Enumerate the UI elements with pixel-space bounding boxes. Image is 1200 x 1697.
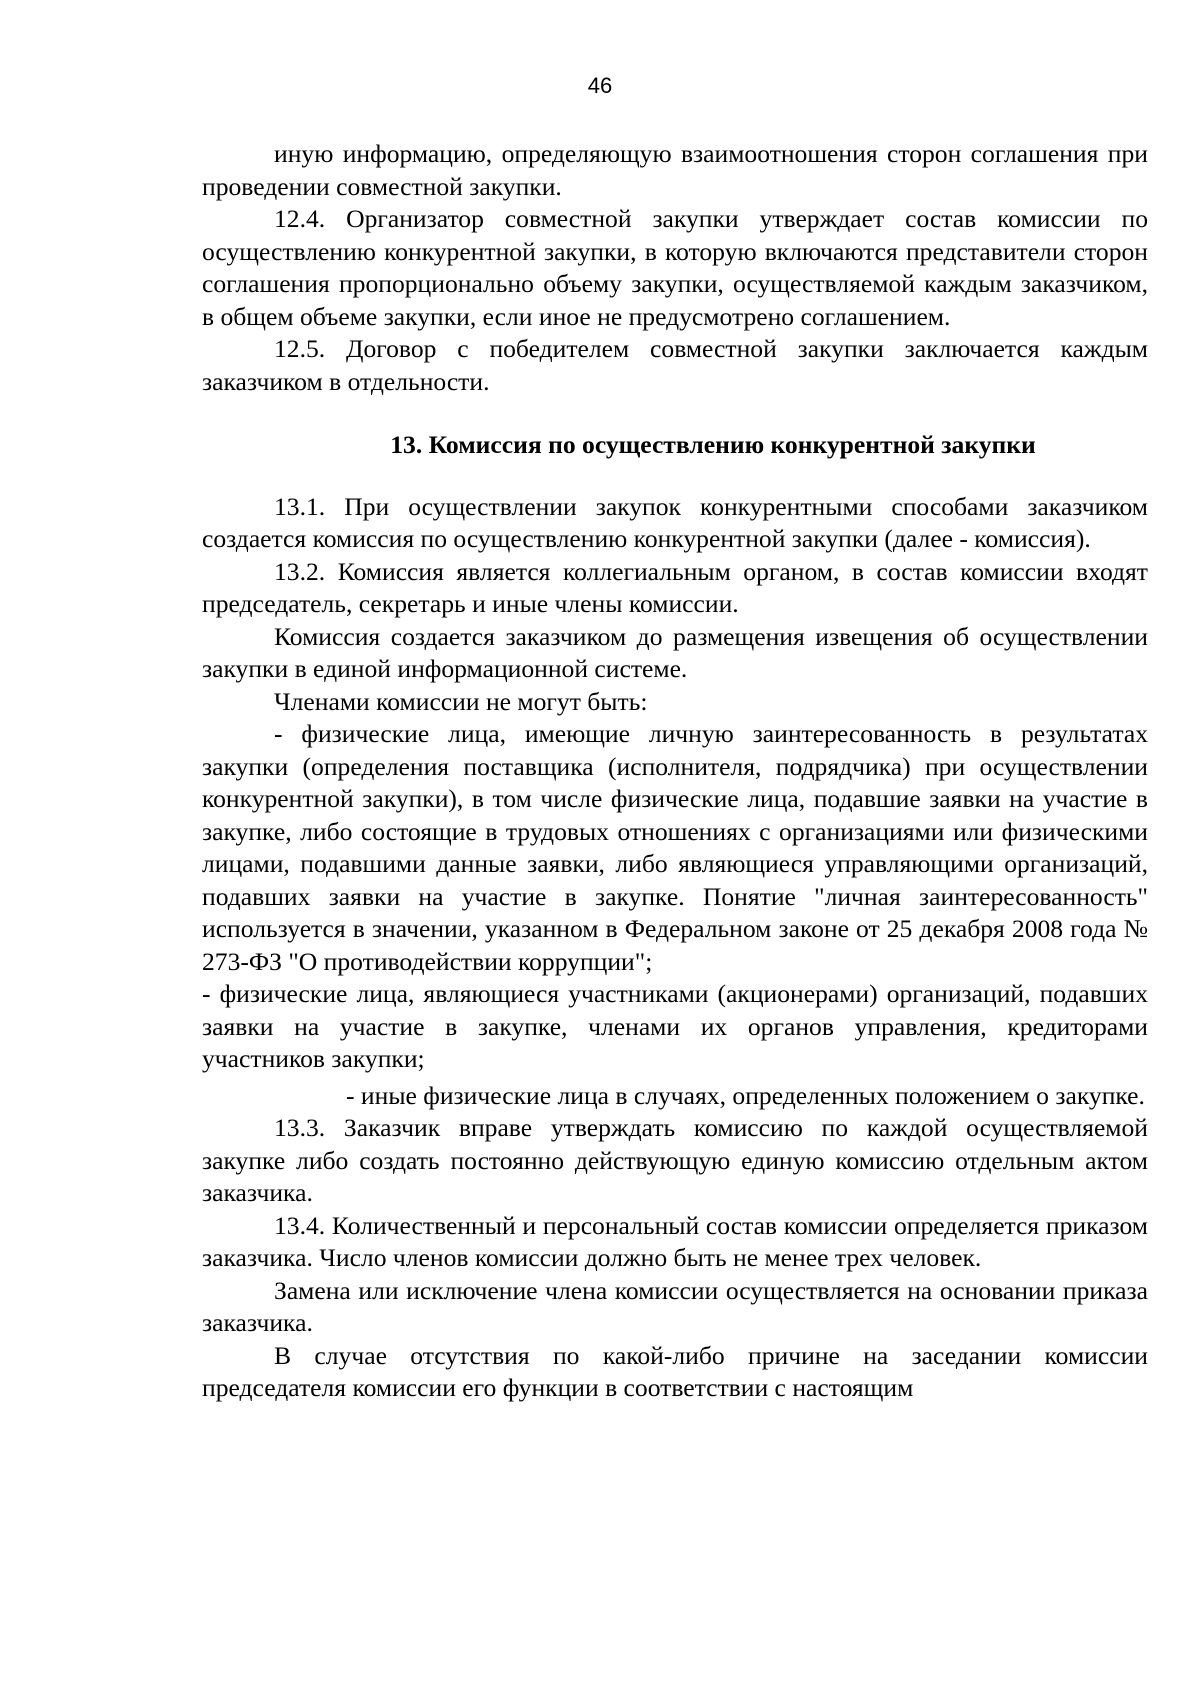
paragraph: иную информацию, определяющую взаимоотношения сторон соглашения при проведении совместной закупки. — [202, 139, 1148, 201]
list-item: - физические лица, являющиеся участниками (акционерами) организаций, подавших заявки на участие в закупке, членами их органов управления, кредиторами участников закупки; — [202, 979, 1148, 1073]
paragraph-13-3: 13.3. Заказчик вправе утверждать комиссию по каждой осуществляемой закупке либо создать постоянно действующую единую комиссию отдельным актом заказчика. — [202, 1113, 1148, 1207]
paragraph: Замена или исключение члена комиссии осуществляется на основании приказа заказчика. — [202, 1275, 1148, 1337]
list-item: - физические лица, имеющие личную заинтересованность в результатах закупки (определения поставщика (исполнителя, подрядчика) при осуществлении конкурентной закупки), в том числе физические лица, подавшие заявки на участие в закупке, либо состоящие в трудовых отношениях с организациями или физическими лицами, подавшими данные заявки, либо являющиеся управляющими организаций, подавших заявки на участие в закупке. Понятие "личная заинтересованность" используется в значении, указанном в Федеральном законе от 25 декабря 2008 года № 273-ФЗ "О противодействии коррупции"; — [202, 719, 1148, 976]
document-body — [202, 138, 1148, 1405]
paragraph-12-4: 12.4. Организатор совместной закупки утверждает состав комиссии по осуществлению конкурентной закупки, в которую включаются представители сторон соглашения пропорционально объему закупки, осуществляемой каждым заказчиком, в общем объеме закупки, если иное не предусмотрено соглашением. — [202, 204, 1148, 331]
list-item: - иные физические лица в случаях, определенных положением о закупке. — [346, 1080, 1145, 1110]
page-number: 46 — [587, 73, 613, 98]
paragraph: Членами комиссии не могут быть: — [274, 686, 648, 716]
paragraph-13-4: 13.4. Количественный и персональный состав комиссии определяется приказом заказчика. Число членов комиссии должно быть не менее трех человек. — [202, 1210, 1148, 1272]
paragraph: Комиссия создается заказчиком до размещения извещения об осуществлении закупки в единой информационной системе. — [202, 621, 1148, 683]
paragraph-13-2: 13.2. Комиссия является коллегиальным органом, в состав комиссии входят председатель, секретарь и иные члены комиссии. — [202, 556, 1148, 618]
section-heading: 13. Комиссия по осуществлению конкурентной закупки — [390, 430, 1036, 459]
paragraph: В случае отсутствия по какой-либо причине на заседании комиссии председателя комиссии его функции в соответствии с настоящим — [202, 1340, 1148, 1402]
paragraph-13-1: 13.1. При осуществлении закупок конкурентными способами заказчиком создается комиссия по осуществлению конкурентной закупки (далее - комиссия). — [202, 491, 1148, 553]
paragraph-12-5: 12.5. Договор с победителем совместной закупки заключается каждым заказчиком в отдельности. — [202, 334, 1148, 396]
